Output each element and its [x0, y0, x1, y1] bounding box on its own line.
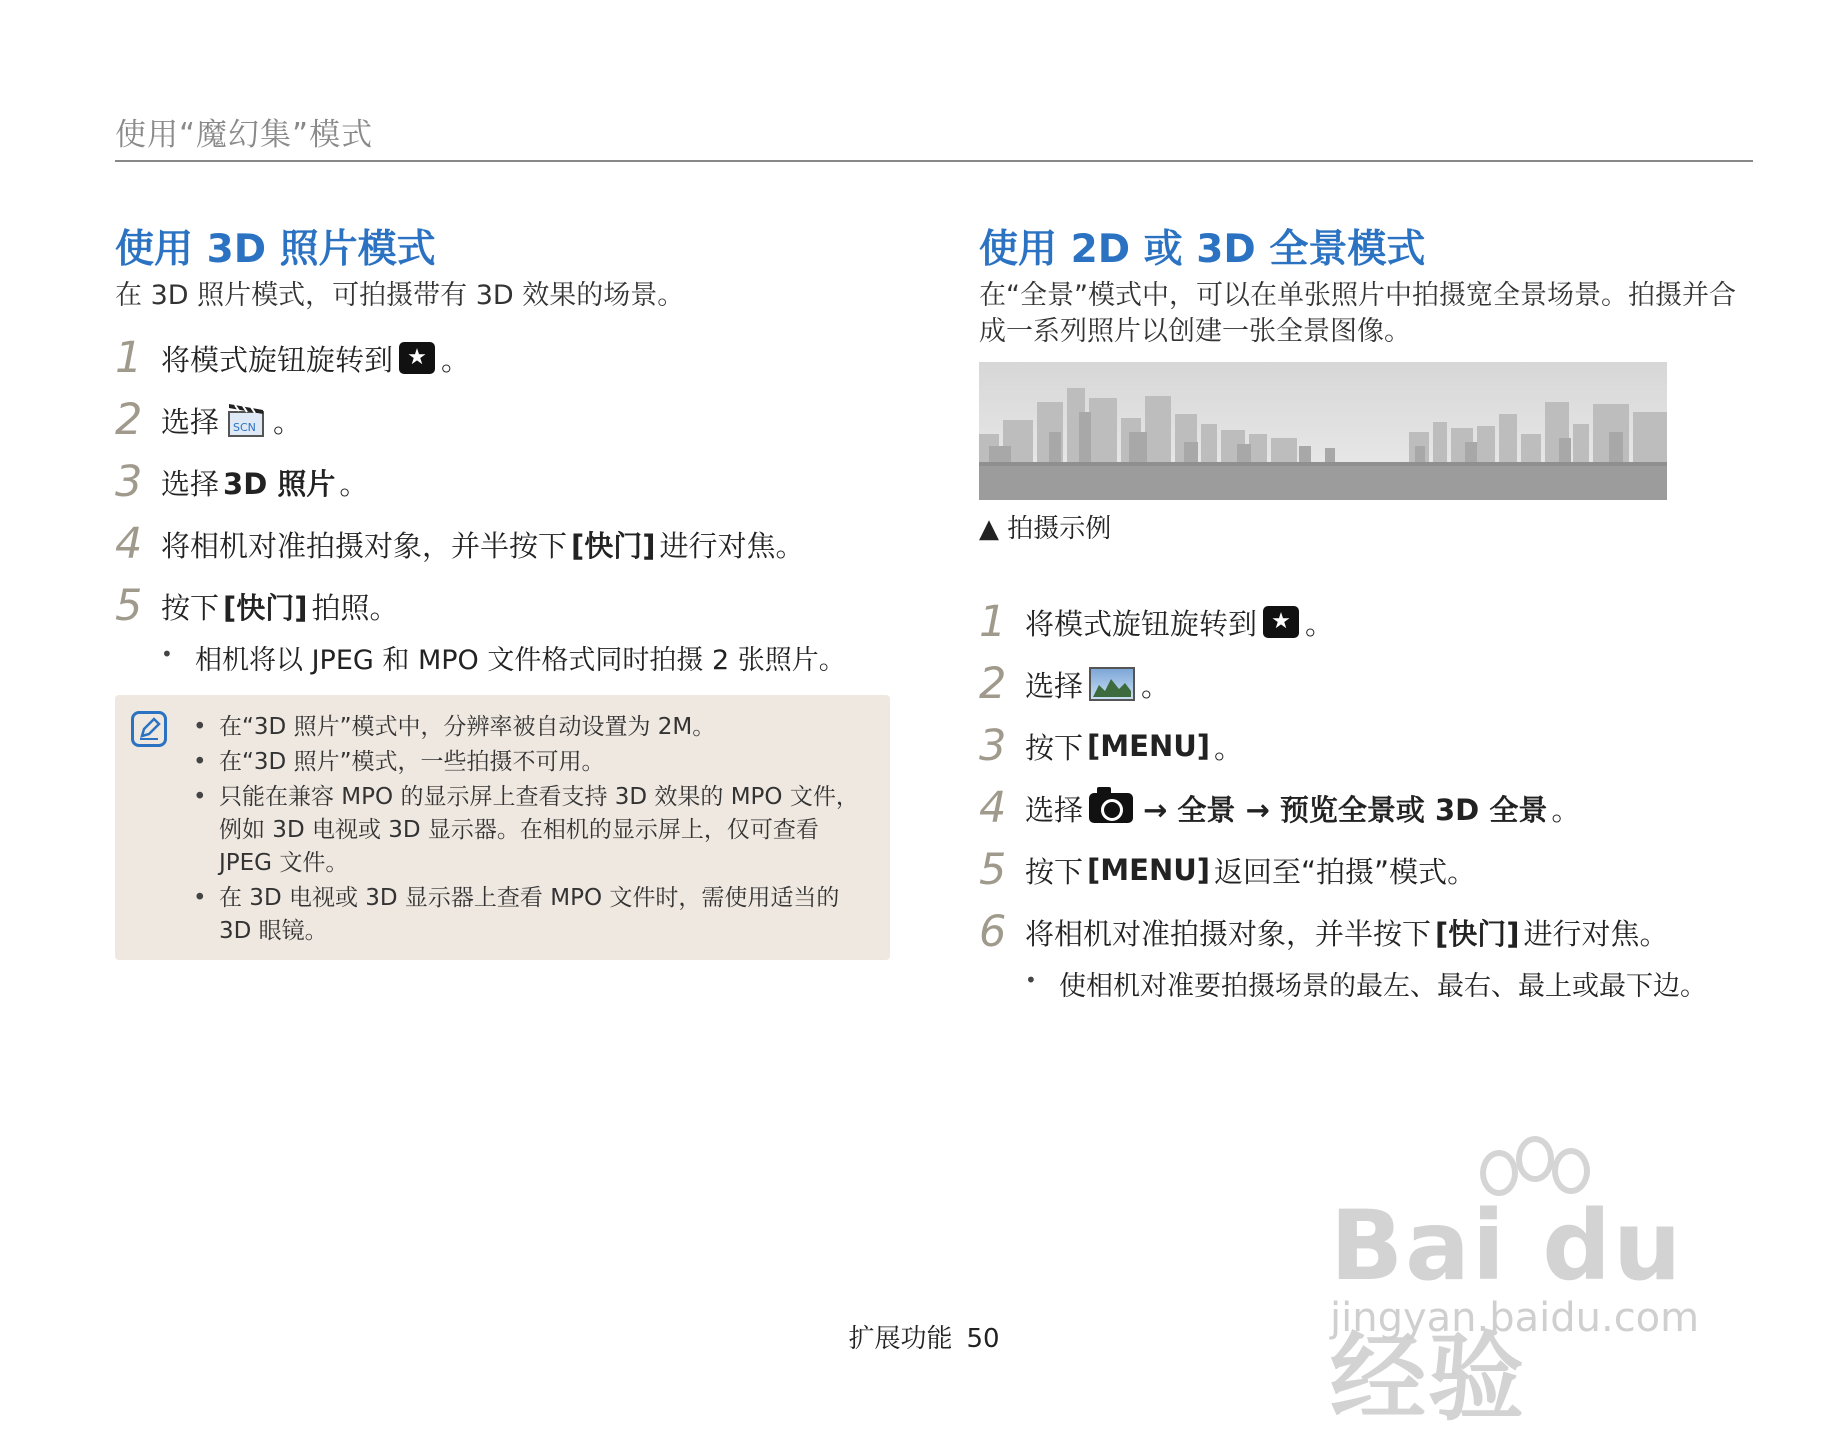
step-5 — [115, 578, 399, 634]
step-number: 3 — [115, 457, 143, 507]
step-text: 将相机对准拍摄对象，并半按下 — [161, 528, 568, 563]
step-2 — [115, 392, 302, 448]
step-2 — [979, 656, 1170, 712]
step-text: 选择 — [1025, 668, 1084, 703]
note-box — [115, 695, 890, 960]
step-bold: [MENU] — [1087, 853, 1211, 887]
page-number: 50 — [966, 1324, 1000, 1354]
step-text-end: 。 — [1141, 668, 1171, 703]
step-text-end: 进行对焦。 — [1523, 916, 1669, 951]
note-icon — [131, 711, 167, 747]
step-number: 1 — [979, 597, 1007, 647]
panorama-icon — [1089, 667, 1135, 701]
step-text-end: 拍照。 — [311, 590, 399, 625]
step-number: 5 — [979, 845, 1007, 895]
step-4 — [979, 780, 1580, 836]
footer-section: 扩展功能 — [848, 1324, 953, 1354]
step-text-end: 返回至“拍摄”模式。 — [1214, 854, 1477, 889]
step-number: 2 — [115, 395, 143, 445]
step-number: 3 — [979, 721, 1007, 771]
watermark-url: jingyan.baidu.com — [1330, 1295, 1700, 1341]
paw-toe — [1516, 1136, 1554, 1182]
step-text-end: 。 — [1305, 606, 1335, 641]
step-1 — [979, 594, 1334, 650]
step-3 — [979, 718, 1243, 774]
section-intro-3d-photo: 在 3D 照片模式，可拍摄带有 3D 效果的场景。 — [115, 280, 685, 311]
step-number: 4 — [115, 519, 143, 569]
step-number: 5 — [115, 581, 143, 631]
magic-mode-icon: ★ — [399, 342, 435, 374]
step-text-end: 。 — [1551, 792, 1581, 827]
step-text: 将相机对准拍摄对象，并半按下 — [1025, 916, 1432, 951]
note-item: • 在“3D 照片”模式，一些拍摄不可用。 — [219, 746, 869, 779]
step-5-bullet: • 相机将以 JPEG 和 MPO 文件格式同时拍摄 2 张照片。 — [195, 638, 846, 677]
step-bold: [快门] — [571, 528, 656, 563]
step-bold: 3D 照片 — [223, 466, 336, 501]
svg-text:SCN: SCN — [233, 421, 256, 434]
step-5 — [979, 842, 1476, 898]
step-number: 2 — [979, 659, 1007, 709]
step-1 — [115, 330, 470, 386]
camera-icon — [1089, 793, 1133, 823]
step-text-end: 。 — [339, 466, 369, 501]
page-header — [115, 112, 1753, 162]
step-6 — [979, 904, 1669, 960]
section-title-3d-photo: 使用 3D 照片模式 — [115, 227, 436, 272]
step-bold: → 全景 → 预览全景或 3D 全景 — [1143, 792, 1548, 827]
step-text: 选择 — [161, 404, 220, 439]
step-text-end: 。 — [441, 342, 471, 377]
step-text: 按下 — [1025, 854, 1084, 889]
header-title: 使用“魔幻集”模式 — [115, 117, 374, 153]
step-bold: [快门] — [1435, 916, 1520, 951]
step-number: 6 — [979, 907, 1007, 957]
step-6-bullet: • 使相机对准要拍摄场景的最左、最右、最上或最下边。 — [1059, 964, 1707, 1003]
section-title-panorama: 使用 2D 或 3D 全景模式 — [979, 227, 1426, 272]
panorama-example-image — [979, 362, 1667, 500]
step-text: 选择 — [161, 466, 220, 501]
step-text-end: 进行对焦。 — [659, 528, 805, 563]
watermark-brand: Bai du 经验 — [1330, 1190, 1684, 1434]
step-text: 按下 — [1025, 730, 1084, 765]
scene-icon — [225, 400, 267, 440]
step-text: 按下 — [161, 590, 220, 625]
step-text: 选择 — [1025, 792, 1084, 827]
magic-mode-icon: ★ — [1263, 606, 1299, 638]
step-text: 将模式旋钮旋转到 — [161, 342, 394, 377]
step-text-end: 。 — [273, 404, 303, 439]
step-3 — [115, 454, 368, 510]
note-item: • 在 3D 电视或 3D 显示器上查看 MPO 文件时，需使用适当的 3D 眼镜。 — [219, 882, 869, 948]
paw-toe — [1552, 1148, 1590, 1194]
note-list — [219, 711, 869, 950]
step-4 — [115, 516, 805, 572]
step-text-end: 。 — [1214, 730, 1244, 765]
step-bold: [MENU] — [1087, 729, 1211, 763]
image-caption: ▲ 拍摄示例 — [979, 514, 1112, 544]
step-number: 4 — [979, 783, 1007, 833]
watermark-logo — [1330, 1130, 1760, 1434]
note-item: • 只能在兼容 MPO 的显示屏上查看支持 3D 效果的 MPO 文件，例如 3D 电视或 3D 显示器。在相机的显示屏上，仅可查看 JPEG 文件。 — [219, 781, 869, 880]
section-intro-panorama: 在“全景”模式中，可以在单张照片中拍摄宽全景场景。拍摄并合成一系列照片以创建一张全景图像。 — [979, 280, 1736, 347]
note-item: • 在“3D 照片”模式中，分辨率被自动设置为 2M。 — [219, 711, 869, 744]
step-number: 1 — [115, 333, 143, 383]
step-bold: [快门] — [223, 590, 308, 625]
step-text: 将模式旋钮旋转到 — [1025, 606, 1258, 641]
